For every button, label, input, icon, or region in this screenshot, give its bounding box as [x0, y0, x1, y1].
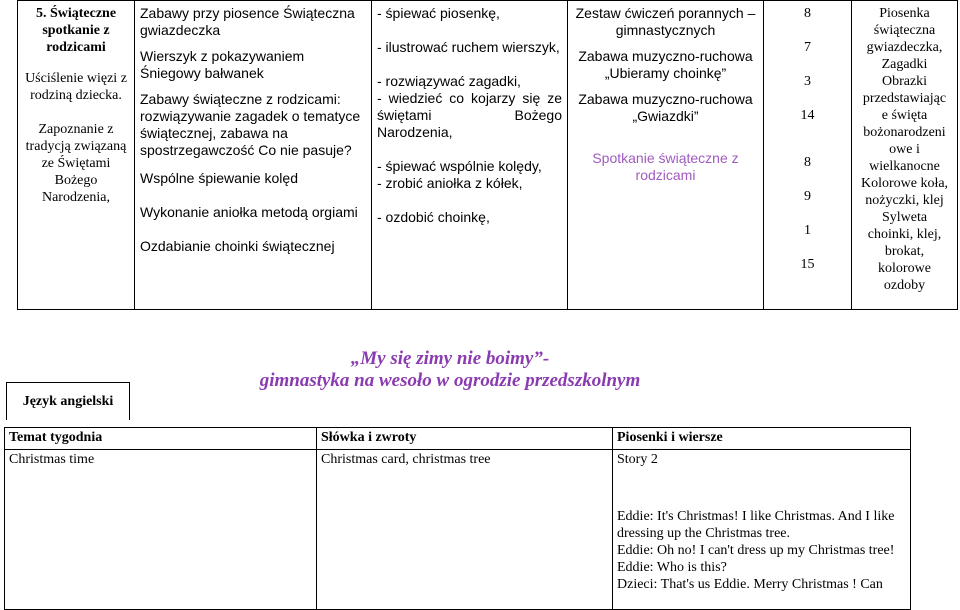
plan-row: [18, 1, 958, 310]
song-cell: [613, 450, 911, 610]
column-header: Piosenki i wiersze: [613, 428, 911, 450]
vocab-value: Christmas card, christmas tree: [317, 450, 613, 610]
activity-item: Wierszyk z pokazywaniem Śniegowy bałwanek: [140, 48, 305, 81]
time-value: 8: [804, 6, 811, 21]
topic-title-line: spotkanie z: [42, 23, 110, 38]
skill-item: - rozwiązywać zagadki,: [377, 73, 521, 89]
materials-line: choinki, klej,: [867, 227, 942, 242]
time-value: 8: [804, 155, 811, 170]
time-value: 9: [804, 189, 811, 204]
materials-line: e święta: [881, 108, 928, 123]
exercise-item: Zabawa muzyczno-ruchowa „Gwiazdki”: [578, 91, 753, 124]
exercise-item: Zabawa muzyczno-ruchowa „Ubieramy choinkę”: [578, 48, 753, 81]
song-title-line: „My się zimy nie boimy”-: [350, 348, 550, 369]
materials-cell: [852, 1, 958, 310]
activity-item: Zabawy przy piosence Świąteczna gwiazdeczka: [140, 5, 355, 38]
materials-line: Piosenka: [879, 6, 930, 21]
table-row: [5, 450, 911, 610]
materials-line: bożonarodzeni: [863, 125, 946, 140]
materials-line: świąteczna: [873, 23, 936, 38]
materials-line: Kolorowe koła,: [860, 176, 949, 191]
materials-line: Zagadki: [881, 57, 928, 72]
materials-line: Sylweta: [881, 210, 928, 225]
lyrics-line: dressing up the Christmas tree.: [617, 526, 791, 541]
song-title: [230, 348, 670, 392]
materials-line: owe i: [889, 142, 920, 157]
time-value: 3: [804, 74, 811, 89]
topic-value: Christmas time: [5, 450, 317, 610]
activities-cell: [135, 1, 372, 310]
time-value: 7: [804, 40, 811, 55]
exercise-item: Zestaw ćwiczeń porannych – gimnastycznych: [575, 5, 756, 38]
materials-line: kolorowe: [878, 261, 931, 276]
english-plan-table: [4, 427, 911, 610]
goal-text: Uściślenie więzi z rodziną dziecka.: [25, 71, 127, 103]
lyrics-line: Dzieci: That's us Eddie. Merry Christmas ! Can: [617, 577, 883, 592]
skills-cell: [372, 1, 568, 310]
activity-item: Zabawy świąteczne z rodzicami: rozwiązywanie zagadek o tematyce świątecznej, zabawa na spostrzegawczość Co nie pasuje?: [140, 91, 361, 158]
skill-item: - zrobić aniołka z kółek,: [377, 175, 523, 191]
lyrics-line: Eddie: Oh no! I can't dress up my Christmas tree!: [617, 543, 895, 558]
materials-line: gwiazdeczka,: [866, 40, 943, 55]
skill-item: - śpiewać piosenkę,: [377, 5, 500, 21]
goal-text: Zapoznanie z tradycją związaną ze Świętami Bożego Narodzenia,: [25, 122, 127, 205]
activity-item: Wspólne śpiewanie kolęd: [140, 170, 298, 186]
time-value: 14: [800, 108, 815, 123]
time-value: 15: [800, 257, 815, 272]
skill-item: - śpiewać wspólnie kolędy,: [377, 158, 542, 174]
lyrics: [617, 508, 906, 593]
activity-item: Wykonanie aniołka metodą orgiami: [140, 204, 358, 220]
song-title-line: gimnastyka na wesoło w ogrodzie przedszkolnym: [259, 370, 641, 391]
skill-item: - ilustrować ruchem wierszyk,: [377, 39, 560, 55]
column-header: Słówka i zwroty: [317, 428, 613, 450]
topic-title-line: rodzicami: [46, 40, 106, 55]
time-value: 1: [804, 223, 811, 238]
time-cell: [764, 1, 852, 310]
column-header: Temat tygodnia: [5, 428, 317, 450]
materials-line: wielkanocne: [869, 159, 940, 174]
song-name: Story 2: [617, 452, 658, 467]
skill-item: - wiedzieć co kojarzy się ze świętami Bożego Narodzenia,: [377, 90, 562, 140]
materials-line: nożyczki, klej: [865, 193, 944, 208]
materials-line: ozdoby: [883, 278, 926, 293]
activity-item: Ozdabianie choinki świątecznej: [140, 238, 335, 254]
skill-item: - ozdobić choinkę,: [377, 209, 490, 225]
top-plan-table: [17, 0, 958, 310]
lyrics-line: Eddie: It's Christmas! I like Christmas. And I like: [617, 509, 895, 524]
materials-line: Obrazki: [881, 74, 928, 89]
exercise-item-highlight: Spotkanie świąteczne z rodzicami: [592, 150, 739, 183]
topic-title-line: 5. Świąteczne: [35, 6, 117, 21]
materials-line: przedstawiając: [862, 91, 947, 106]
topic-cell: [18, 1, 135, 310]
lyrics-line: Eddie: Who is this?: [617, 560, 727, 575]
exercises-cell: [568, 1, 764, 310]
table-header-row: [5, 428, 911, 450]
language-label: Język angielski: [6, 382, 130, 420]
materials-line: brokat,: [884, 244, 925, 259]
